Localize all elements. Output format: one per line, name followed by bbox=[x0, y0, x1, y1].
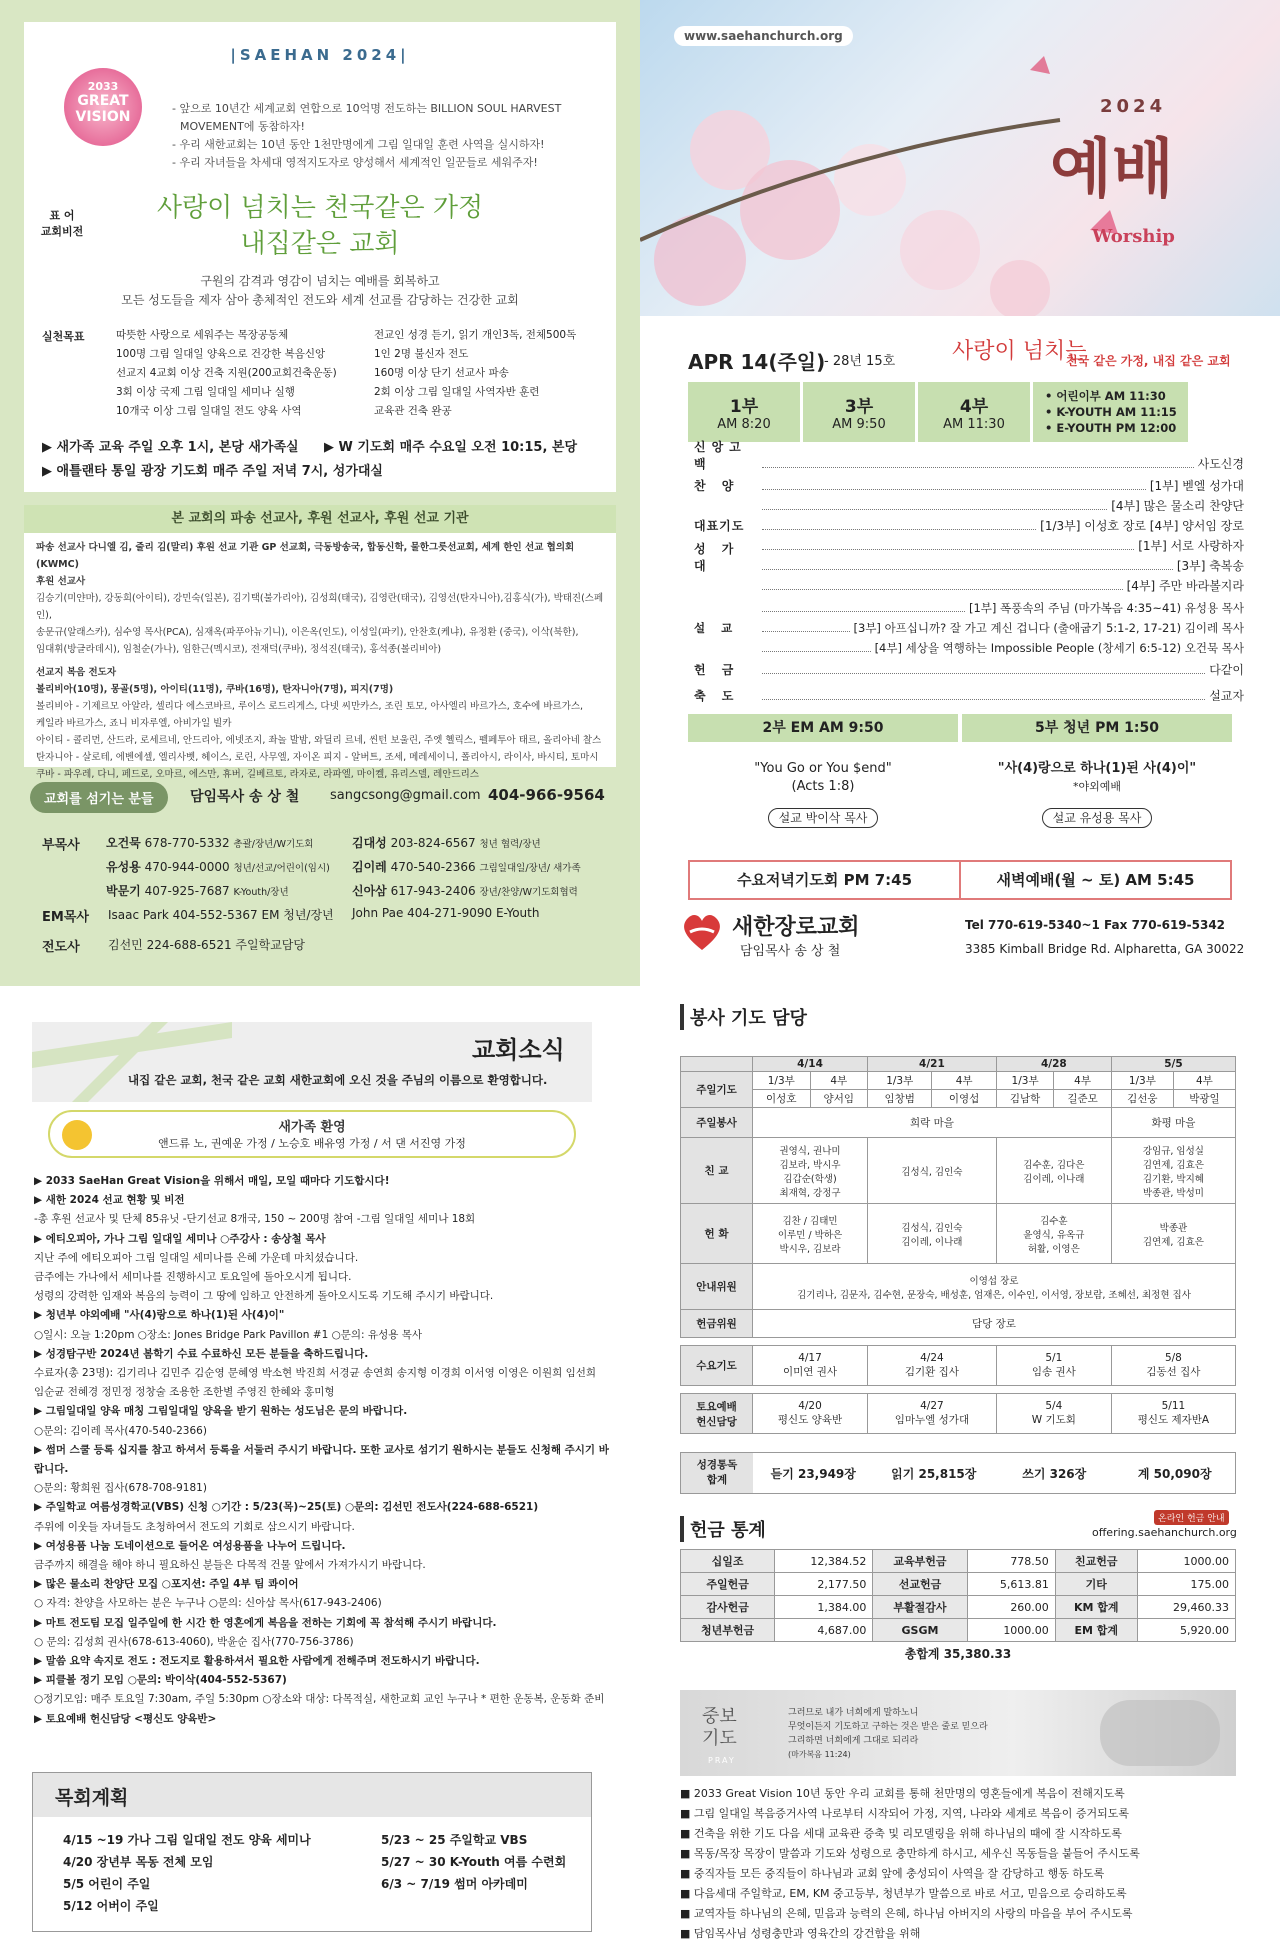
table-cell: 김수훈, 김다은 김이레, 이나래 bbox=[996, 1138, 1111, 1204]
news-header bbox=[32, 1022, 592, 1102]
plan-right bbox=[381, 1829, 566, 1895]
service-date: APR 14(주일) bbox=[688, 350, 826, 374]
table-cell: 4/27 임마누엘 성가대 bbox=[868, 1394, 997, 1434]
plan-item: 5/5 어린이 주일 bbox=[63, 1877, 151, 1891]
issue-number: - 28년 15호 bbox=[824, 354, 896, 369]
meeting-3: ▶ 애틀랜타 통일 광장 기도회 매주 주일 저녁 7시, 성가대실 bbox=[42, 464, 383, 479]
vision-panel bbox=[0, 0, 640, 986]
young-sermon-note: *야외예배 bbox=[1072, 780, 1121, 793]
goal-item: 3회 이상 국제 그림 일대일 세미나 실행 bbox=[116, 386, 295, 398]
table-cell: 이영섭 장로 김기리나, 김문자, 김수현, 문장숙, 배성훈, 엄재은, 이수인, 이서영, 장보람, 조혜선, 최정현 집사 bbox=[753, 1264, 1236, 1310]
table-cell: 260.00 bbox=[967, 1596, 1055, 1619]
hero-year: 2024 bbox=[1100, 96, 1167, 117]
table-cell: 1/3부 bbox=[753, 1072, 811, 1090]
bible-write: 쓰기 326장 bbox=[1022, 1466, 1087, 1481]
row-label: 주일기도 bbox=[681, 1072, 753, 1108]
duty-title: 봉사 기도 담당 bbox=[680, 1004, 807, 1030]
mission-line: 임대휘(방글라데시), 임철순(가나), 임한근(멕시코), 전재덕(쿠바), 정석진(태국), 홍석종(볼리비아) bbox=[36, 644, 442, 655]
news-item: ▶ 그림일대일 양육 매칭 그림일대일 양육을 받기 원하는 성도님은 문의 바랍니다. bbox=[34, 1405, 408, 1418]
staff-row: 박문기 407-925-7687 K-Youth/장년 bbox=[106, 884, 289, 898]
news-item: ▶ 썸머 스쿨 등록 십지를 참고 하셔서 등록을 서둘러 주시기 바랍니다. 또한 교사로 섬기기 원하시는 분들도 신청해 주시기 바랍니다. bbox=[34, 1443, 609, 1476]
news-item: ○정기모임: 매주 토요일 7:30am, 주일 5:30pm ○장소와 대상: 다목적실, 새한교회 교인 누구나 * 편한 운동복, 운동화 준비 bbox=[34, 1693, 605, 1706]
service-side: • 어린이부 AM 11:30 • K-YOUTH AM 11:15 • E-YOUTH PM 12:00 bbox=[1033, 382, 1188, 442]
church-name: 새한장로교회 bbox=[732, 915, 860, 940]
goal-item: 교육관 건축 완공 bbox=[374, 405, 452, 417]
plan-title: 목회계획 bbox=[55, 1787, 129, 1809]
row-label: 친 교 bbox=[681, 1138, 753, 1204]
duty-date: 4/21 bbox=[868, 1057, 997, 1072]
table-cell bbox=[681, 1386, 1236, 1394]
staff-row: 김이레 470-540-2366 그림일대일/장년/ 새가족 bbox=[352, 860, 581, 874]
mission-list bbox=[24, 533, 616, 789]
table-cell: 4부 bbox=[1173, 1072, 1235, 1090]
duty-date: 5/5 bbox=[1111, 1057, 1235, 1072]
finance-total: 총합계 35,380.33 bbox=[904, 1647, 1012, 1661]
table-cell: 5/4 W 기도회 bbox=[996, 1394, 1111, 1434]
prayer-item: ■ 그림 일대일 복음증거사역 나로부터 시작되어 가정, 지역, 나라와 세계로 복음이 증거되도록 bbox=[680, 1807, 1130, 1820]
table-row bbox=[681, 1264, 1236, 1310]
online-giving-badge[interactable]: 온라인 헌금 안내 bbox=[1154, 1510, 1229, 1525]
vision-line: - 우리 새한교회는 10년 동안 1천만명에게 그림 일대일 훈련 사역을 실시하자! bbox=[172, 138, 545, 151]
pastor-email[interactable]: sangcsong@gmail.com bbox=[330, 788, 481, 803]
prayer-item: ■ 중직자들 모든 중직들이 하나님과 교회 앞에 충성되이 사역을 잘 감당하고 행동 하도록 bbox=[680, 1867, 1105, 1880]
row-label: 헌금위원 bbox=[681, 1310, 753, 1338]
order-row: [4부] 많은 물소리 찬양단 bbox=[694, 496, 1244, 514]
news-item: 금주에는 가나에서 세미나를 진행하시고 토요일에 돌아오시게 됩니다. bbox=[34, 1271, 352, 1284]
news-item: ○문의: 황희원 집사(678-708-9181) bbox=[34, 1482, 207, 1495]
table-cell: 감사헌금 bbox=[681, 1596, 775, 1619]
table-cell: 김남학 bbox=[996, 1090, 1054, 1108]
goal-item: 따뜻한 사랑으로 세워주는 목장공동체 bbox=[116, 329, 289, 341]
bible-read: 읽기 25,815장 bbox=[891, 1466, 977, 1481]
table-row bbox=[681, 1310, 1236, 1338]
table-row bbox=[681, 1642, 1236, 1666]
sermon-row: [1부] 폭풍속의 주님 (마가복음 4:35~41) 유성용 목사 bbox=[694, 598, 1244, 616]
young-preacher: 설교 유성용 목사 bbox=[1042, 808, 1153, 828]
mission-line: 아이티 - 콜리먼, 산드라, 로세르네, 안드리아, 에넷조지, 좌놀 발밤, 와딜리 르네, 씬턴 보울린, 주엣 헬릭스, 펠페투아 태르, 올리아네 찰스 bbox=[36, 735, 602, 746]
mission-line: 송문규(알래스카), 심수영 목사(PCA), 심재옥(파푸아뉴기니), 이은옥(인도), 이성일(파키), 안찬호(케냐), 유정환 (중국), 이삭(북한), bbox=[36, 627, 579, 638]
website-url[interactable]: www.saehanchurch.org bbox=[674, 26, 853, 46]
smile-icon bbox=[62, 1120, 92, 1150]
table-cell: 길준모 bbox=[1054, 1090, 1112, 1108]
row-label: 토요예배 헌신담당 bbox=[681, 1394, 753, 1434]
table-row bbox=[681, 1394, 1236, 1434]
dawn-service: 새벽예배(월 ~ 토) AM 5:45 bbox=[996, 871, 1195, 889]
table-row bbox=[681, 1573, 1236, 1596]
badge-great: GREAT bbox=[77, 93, 129, 109]
goal-item: 10개국 이상 그림 일대일 전도 양육 사역 bbox=[116, 405, 302, 417]
em-preacher: 설교 박이삭 목사 bbox=[768, 808, 879, 828]
table-cell: 5/1 임송 권사 bbox=[996, 1346, 1111, 1386]
goal-item: 전교인 성경 듣기, 읽기 개인3독, 전체500독 bbox=[374, 329, 577, 341]
finance-table bbox=[680, 1549, 1236, 1665]
pray-verse: 그러므로 내가 너희에게 말하노니 무엇이든지 기도하고 구하는 것은 받은 줄로 믿으라 그리하면 너희에게 그대로 되리라 (마가복음 11:24) bbox=[788, 1708, 988, 1759]
news-item: ○ 문의: 김성희 권사(678-613-4060), 박윤순 집사(770-756-3786) bbox=[34, 1635, 354, 1648]
new-family-names: 앤드류 노, 권예운 가정 / 노승호 배유영 가정 / 서 댄 서진영 가정 bbox=[158, 1137, 466, 1150]
church-tel: Tel 770-619-5340~1 Fax 770-619-5342 bbox=[965, 918, 1226, 932]
table-cell: 권영식, 권나미 김보라, 박시우 김갑순(학생) 최재혁, 강정구 bbox=[753, 1138, 868, 1204]
hero-title-en: Worship bbox=[1092, 226, 1175, 247]
vision-lines bbox=[172, 100, 561, 172]
table-cell: 주일헌금 bbox=[681, 1573, 775, 1596]
table-cell: 5,920.00 bbox=[1137, 1619, 1235, 1642]
church-pastor: 담임목사 송 상 철 bbox=[740, 944, 841, 959]
table-cell: 김수훈 윤영식, 유옥규 허활, 이영은 bbox=[996, 1204, 1111, 1264]
table-row bbox=[681, 1596, 1236, 1619]
mission-header: 본 교회의 파송 선교사, 후원 선교사, 후원 선교 기관 bbox=[24, 505, 616, 533]
table-cell: KM 합계 bbox=[1055, 1596, 1137, 1619]
vision-badge bbox=[64, 68, 142, 146]
duty-date: 4/14 bbox=[753, 1057, 868, 1072]
assoc-label: 부목사 bbox=[42, 838, 80, 853]
em-pastor-1: Isaac Park 404-552-5367 EM 청년/장년 bbox=[108, 908, 334, 922]
plan-item: 5/23 ~ 25 주일학교 VBS bbox=[381, 1833, 528, 1847]
table-cell: 친교헌금 bbox=[1055, 1550, 1137, 1573]
table-cell: 4부 bbox=[932, 1072, 996, 1090]
wed-prayer: 수요저녁기도회 PM 7:45 bbox=[690, 862, 961, 898]
pastor-phone[interactable]: 404-966-9564 bbox=[488, 786, 605, 804]
service-1: 1부 AM 8:20 bbox=[688, 382, 800, 442]
table-cell: 12,384.52 bbox=[775, 1550, 873, 1573]
goals-label: 실천목표 bbox=[42, 330, 85, 343]
table-cell: 1,384.00 bbox=[775, 1596, 873, 1619]
table-cell: 화평 마을 bbox=[1111, 1108, 1235, 1138]
table-cell: 양서임 bbox=[810, 1090, 868, 1108]
table-cell: 4부 bbox=[810, 1072, 868, 1090]
prayer-item: ■ 2033 Great Vision 10년 동안 우리 교회를 통해 천만명의 영혼들에게 복음이 전해지도록 bbox=[680, 1787, 1125, 1800]
motto bbox=[24, 190, 616, 262]
evangelist: 김선민 224-688-6521 주일학교담당 bbox=[108, 938, 305, 952]
goals-left bbox=[116, 326, 376, 421]
desc-line: 모든 성도들을 제자 삼아 총체적인 전도와 세계 선교를 감당하는 건강한 교회 bbox=[121, 293, 519, 307]
hero-image bbox=[640, 0, 1280, 316]
finance-title: 헌금 통계 bbox=[680, 1516, 766, 1542]
order-row: [1부] 서로 사랑하자 bbox=[694, 536, 1244, 554]
servants-label: 교회를 섬기는 분들 bbox=[30, 782, 168, 813]
order-row: 찬 양 [1부] 벧엘 성가대 bbox=[694, 479, 1244, 493]
duty-panel bbox=[640, 986, 1280, 1941]
bible-label: 성경통독 합계 bbox=[681, 1453, 753, 1493]
young-sermon-title: "사(4)랑으로 하나(1)된 사(4)이" bbox=[997, 761, 1197, 776]
table-cell: 5/11 평신도 제자반A bbox=[1111, 1394, 1235, 1434]
plan-item: 6/3 ~ 7/19 썸머 아카데미 bbox=[381, 1877, 528, 1891]
weekday-services bbox=[688, 860, 1232, 900]
row-label: 헌 화 bbox=[681, 1204, 753, 1264]
badge-year: 2033 bbox=[87, 80, 119, 93]
table-cell: 강임규, 임성실 김연제, 김효은 김기환, 박지혜 박종관, 박성미 bbox=[1111, 1138, 1235, 1204]
table-cell: 5/8 김동선 집사 bbox=[1111, 1346, 1235, 1386]
pastor-line: 담임목사 송 상 철 bbox=[190, 789, 300, 805]
table-cell: 박종관 김연제, 김효은 bbox=[1111, 1204, 1235, 1264]
news-title: 교회소식 bbox=[472, 1036, 565, 1064]
goal-item: 선교지 4교회 이상 건축 지원(200교회건축운동) bbox=[116, 367, 337, 379]
prayer-list bbox=[680, 1784, 1240, 1941]
hero-title: 예배 bbox=[1050, 132, 1174, 207]
row-label: 수요기도 bbox=[681, 1346, 753, 1386]
mission-line: 후원 선교사 bbox=[36, 576, 86, 587]
table-cell: 김선웅 bbox=[1111, 1090, 1173, 1108]
vision-card bbox=[24, 22, 616, 492]
service-3: 3부 AM 9:50 bbox=[803, 382, 915, 442]
table-cell: 1/3부 bbox=[1111, 1072, 1173, 1090]
table-cell: 김성식, 김인숙 김이레, 이나래 bbox=[868, 1204, 997, 1264]
plan-box bbox=[32, 1772, 592, 1932]
badge-vision: VISION bbox=[75, 109, 131, 125]
table-cell: 29,460.33 bbox=[1137, 1596, 1235, 1619]
table-cell: 박광일 bbox=[1173, 1090, 1235, 1108]
mission-line: 케일라 바르가스, 죠니 비자루엘, 아비가일 빌카 bbox=[36, 718, 232, 729]
news-item: ○문의: 김이레 목사(470-540-2366) bbox=[34, 1424, 207, 1437]
staff-row: 유성용 470-944-0000 청년/선교/어린이(임시) bbox=[106, 860, 330, 874]
duty-table bbox=[680, 1056, 1236, 1434]
table-cell: 175.00 bbox=[1137, 1573, 1235, 1596]
vision-line: - 우리 자녀들을 차세대 영적지도자로 양성해서 세계적인 일꾼들로 세워주자! bbox=[172, 156, 538, 169]
news-item: 수료자(총 23명): 김기리나 김민주 김순영 문혜영 박소현 박진희 서경균 송연희 송지형 이경희 이서영 이영은 이원희 임선희 bbox=[34, 1367, 597, 1380]
goal-item: 1인 2명 불신자 전도 bbox=[374, 348, 469, 360]
news-item: 지난 주에 에티오피아 그림 일대일 세미나를 은혜 가운데 마치셨습니다. bbox=[34, 1251, 359, 1264]
order-row: 신앙고백 사도신경 bbox=[694, 440, 1244, 471]
prayer-item: ■ 다음세대 주일학교, EM, KM 중고등부, 청년부가 말씀으로 바로 서고, 믿음으로 승리하도록 bbox=[680, 1887, 1127, 1900]
table-cell: 5,613.81 bbox=[967, 1573, 1055, 1596]
brand-title: |SAEHAN 2024| bbox=[230, 46, 410, 64]
table-cell: 선교헌금 bbox=[873, 1573, 967, 1596]
vision-desc bbox=[24, 272, 616, 310]
mission-line: 파송 선교사 다니엘 김, 줄리 김(말리) 후원 선교 기관 GP 선교회, 극동방송국, 합동신학, 물한그릇선교회, 세계 한인 선교 협의회(KWMC) bbox=[36, 542, 575, 570]
desc-line: 구원의 감격과 영감이 넘치는 예배를 회복하고 bbox=[200, 274, 440, 288]
table-cell: 희락 마을 bbox=[753, 1108, 1112, 1138]
table-cell: 4/20 평신도 양육반 bbox=[753, 1394, 868, 1434]
goal-item: 160명 이상 단기 선교사 파송 bbox=[374, 367, 509, 379]
pray-banner bbox=[680, 1690, 1236, 1776]
table-cell: 김성식, 김인숙 bbox=[868, 1138, 997, 1204]
news-item: ▶ 마트 전도팀 모집 일주일에 한 시간 한 영혼에게 복음을 전하는 기회에 꼭 참석해 주시기 바랍니다. bbox=[34, 1616, 497, 1629]
news-item: 주위에 이웃들 자녀들도 초청하여서 전도의 기회로 삼으시기 바랍니다. bbox=[34, 1520, 355, 1533]
worship-panel bbox=[640, 0, 1280, 986]
table-cell: 이영섭 bbox=[932, 1090, 996, 1108]
news-item: -총 후원 선교사 및 단체 85유닛 -단기선교 8개국, 150 ~ 200명 참여 -그림 일대일 세미나 18회 bbox=[34, 1213, 476, 1226]
duty-date: 4/28 bbox=[996, 1057, 1111, 1072]
news-item: ▶ 청년부 야외예배 "사(4)랑으로 하나(1)된 사(4)이" bbox=[34, 1309, 285, 1322]
order-row: 성 가 대 [3부] 축복송 bbox=[694, 542, 1244, 573]
table-row bbox=[681, 1072, 1236, 1090]
prayer-item: ■ 목동/목장 목장이 말씀과 기도와 성령으로 충만하게 하시고, 세우신 목동들을 붙들어 주시도록 bbox=[680, 1847, 1140, 1860]
mission-line: 볼리비아(10명), 몽골(5명), 아이티(11명), 쿠바(16명), 탄자니아(7명), 피지(7명) bbox=[36, 684, 394, 695]
header-ribbon-icon bbox=[32, 1022, 232, 1102]
news-list bbox=[34, 1172, 614, 1729]
plan-item: 5/27 ~ 30 K-Youth 여름 수련회 bbox=[381, 1855, 567, 1869]
em-label: EM목사 bbox=[42, 910, 89, 925]
table-cell: 4/24 김기환 집사 bbox=[868, 1346, 997, 1386]
motto-line: 내집같은 교회 bbox=[240, 229, 400, 259]
goal-item: 100명 그림 일대일 양육으로 건강한 복음신앙 bbox=[116, 348, 326, 360]
meeting-2: ▶ W 기도회 매주 수요일 오전 10:15, 본당 bbox=[324, 440, 578, 455]
table-cell: 청년부헌금 bbox=[681, 1619, 775, 1642]
prayer-item: ■ 교역자들 하나님의 은혜, 믿음과 능력의 은혜, 하나님 아버지의 사랑의 마음을 부어 주시도록 bbox=[680, 1907, 1133, 1920]
news-item: ▶ 많은 물소리 찬양단 모집 ○포지션: 주일 4부 팀 콰이어 bbox=[34, 1578, 299, 1591]
mission-section bbox=[24, 505, 616, 780]
motto-red: 사랑이 넘치는 bbox=[952, 339, 1087, 364]
young-service bbox=[962, 760, 1232, 828]
new-family-title: 새가족 환영 bbox=[278, 1120, 346, 1135]
order-row: 축 도 설교자 bbox=[694, 689, 1244, 703]
new-family-box bbox=[48, 1110, 576, 1158]
mission-line: 쿠바 - 파우레, 다니, 페드로, 오마르, 에스만, 휴버, 길베르토, 라자로, 라파엘, 마이켈, 유리스델, 레안드리스 bbox=[36, 769, 479, 780]
pray-en: PRAY bbox=[708, 1756, 736, 1765]
table-row bbox=[681, 1386, 1236, 1394]
em-pastor-2: John Pae 404-271-9090 E-Youth bbox=[352, 906, 540, 920]
news-item: ▶ 성경탐구반 2024년 봄학기 수료 수료하신 모든 분들을 축하드립니다. bbox=[34, 1347, 369, 1360]
news-item: ▶ 토요예배 헌신담당 <평신도 양육반> bbox=[34, 1712, 217, 1725]
table-row bbox=[681, 1619, 1236, 1642]
table-cell: 1000.00 bbox=[1137, 1550, 1235, 1573]
goal-item: 2회 이상 그림 일대일 사역자반 훈련 bbox=[374, 386, 540, 398]
news-item: ▶ 말씀 요약 속지로 전도 : 전도지로 활용하셔서 필요한 사람에게 전해주며 전도하시기 바랍니다. bbox=[34, 1655, 480, 1668]
assoc-right bbox=[352, 832, 581, 904]
news-item: 금주까지 해결을 해야 하니 필요하신 분들은 다목적 건물 앞에서 가져가시기 바랍니다. bbox=[34, 1559, 426, 1572]
table-cell: 1000.00 bbox=[967, 1619, 1055, 1642]
table-cell: 4,687.00 bbox=[775, 1619, 873, 1642]
plan-item: 5/12 어버이 주일 bbox=[63, 1899, 159, 1913]
welcome-line: 내집 같은 교회, 천국 같은 교회 새한교회에 오신 것을 주님의 이름으로 환영합니다. bbox=[128, 1073, 548, 1087]
table-cell: 부활절감사 bbox=[873, 1596, 967, 1619]
table-cell: 십일조 bbox=[681, 1550, 775, 1573]
motto-line: 사랑이 넘치는 천국같은 가정 bbox=[156, 193, 484, 223]
evang-label: 전도사 bbox=[42, 940, 80, 955]
row-label: 안내위원 bbox=[681, 1264, 753, 1310]
table-cell: 임창범 bbox=[868, 1090, 932, 1108]
service-4: 4부 AM 11:30 bbox=[918, 382, 1030, 442]
news-item: 임순균 전혜경 정민정 정창술 조용한 조한별 주영진 한혜와 홍미형 bbox=[34, 1386, 335, 1399]
sermon-row: [4부] 세상을 역행하는 Impossible People (창세기 6:5-12) 오건묵 목사 bbox=[694, 638, 1244, 656]
table-row bbox=[681, 1138, 1236, 1204]
order-row: 헌 금 다같이 bbox=[694, 663, 1244, 677]
table-row bbox=[681, 1108, 1236, 1138]
row-label: 주일봉사 bbox=[681, 1108, 753, 1138]
mission-line: 김승기(미얀마), 강동희(아이티), 강민숙(일본), 김기택(불가리아), 김성희(태국), 김영란(태국), 김영선(탄자니아),김홍식(가), 박태진(스페인), bbox=[36, 593, 604, 621]
motto-label: 표 어 bbox=[49, 209, 75, 222]
table-cell: EM 합계 bbox=[1055, 1619, 1137, 1642]
vision-label: 교회비전 bbox=[40, 225, 84, 238]
table-cell: 4부 bbox=[1054, 1072, 1112, 1090]
young-service-header: 5부 청년 PM 1:50 bbox=[962, 714, 1232, 742]
goals-right bbox=[374, 326, 614, 421]
church-logo-icon bbox=[680, 912, 724, 952]
plan-left bbox=[63, 1829, 311, 1917]
motto-red-2: 천국 같은 가정, 내집 같은 교회 bbox=[1066, 354, 1231, 368]
vision-line: MOVEMENT에 동참하자! bbox=[180, 120, 305, 133]
news-item: ▶ 여성용품 나눔 도네이션으로 들어온 여성용품을 나누어 드립니다. bbox=[34, 1539, 346, 1552]
table-row bbox=[681, 1090, 1236, 1108]
order-row: [4부] 주만 바라볼지라 bbox=[694, 576, 1244, 594]
em-service-header: 2부 EM AM 9:50 bbox=[688, 714, 958, 742]
mission-line: 선교지 복음 전도자 bbox=[36, 667, 117, 678]
news-item: ▶ 피클볼 정기 모임 ○문의: 박이삭(404-552-5367) bbox=[34, 1674, 287, 1687]
table-cell: 1/3부 bbox=[868, 1072, 932, 1090]
news-panel bbox=[0, 986, 640, 1941]
em-service bbox=[688, 760, 958, 828]
staff-row: 김대성 203-824-6567 청년 협력/장년 bbox=[352, 836, 541, 850]
table-row bbox=[681, 1338, 1236, 1346]
news-item: ○ 자격: 찬양을 사모하는 분은 누구나 ○문의: 신아삼 목사(617-943-2406) bbox=[34, 1597, 382, 1610]
news-item: ▶ 새한 2024 선교 현황 및 비전 bbox=[34, 1194, 185, 1207]
table-cell: 김찬 / 김태민 이루민 / 박하은 박시우, 김보라 bbox=[753, 1204, 868, 1264]
order-row: 대표기도 [1/3부] 이성호 장로 [4부] 양서임 장로 bbox=[694, 519, 1244, 533]
servants-row bbox=[30, 782, 168, 813]
table-row bbox=[681, 1346, 1236, 1386]
table-row bbox=[681, 1550, 1236, 1573]
bible-total: 계 50,090장 bbox=[1137, 1466, 1212, 1481]
news-item: 성령의 강력한 임재와 복음의 능력이 그 땅에 임하고 안전하게 돌아오시도록 기도해 주시기 바랍니다. bbox=[34, 1290, 494, 1303]
table-cell: 이성호 bbox=[753, 1090, 811, 1108]
mission-line: 탄자니아 - 살로테, 에벤에셀, 엘리사벳, 헤이스, 로린, 사무엘, 자이온 피지 - 알버트, 조세, 메레세이니, 폴리아시, 라이사, 바시티, 토마시 bbox=[36, 752, 599, 763]
news-item: ○일시: 오늘 1:20pm ○장소: Jones Bridge Park Pavillon #1 ○문의: 유성용 목사 bbox=[34, 1328, 422, 1341]
em-sermon-ref: (Acts 1:8) bbox=[791, 779, 855, 794]
news-item: ▶ 주일학교 여름성경학교(VBS) 신청 ○기간 : 5/23(목)~25(토) ○문의: 김선민 전도사(224-688-6521) bbox=[34, 1501, 539, 1514]
table-cell: 4/17 이미연 권사 bbox=[753, 1346, 868, 1386]
prayer-item: ■ 담임목사님 성령충만과 영육간의 강건함을 위해 bbox=[680, 1927, 921, 1940]
praying-hands-icon bbox=[1100, 1700, 1220, 1766]
church-address: 3385 Kimball Bridge Rd. Alpharetta, GA 30022 bbox=[965, 942, 1245, 956]
table-cell: 2,177.50 bbox=[775, 1573, 873, 1596]
table-cell: 기타 bbox=[1055, 1573, 1137, 1596]
table-cell: 교육부헌금 bbox=[873, 1550, 967, 1573]
sermon-row: 설 교 [3부] 아프십니까? 잘 가고 계신 겁니다 (출애굽기 5:1-2, 17-21) 김이레 목사 bbox=[694, 621, 1244, 635]
bible-listen: 듣기 23,949장 bbox=[770, 1466, 856, 1481]
mission-line: 볼리비아 - 기제르모 아알라, 셀리다 에스코바르, 루이스 로드리게스, 다넷 씨만카스, 조린 토모, 아사엘리 바르가스, 호수에 바르가스, bbox=[36, 701, 584, 712]
online-giving-url[interactable]: offering.saehanchurch.org bbox=[1092, 1526, 1237, 1539]
table-row bbox=[681, 1204, 1236, 1264]
table-cell: GSGM bbox=[873, 1619, 967, 1642]
table-cell: 778.50 bbox=[967, 1550, 1055, 1573]
table-cell: 1/3부 bbox=[996, 1072, 1054, 1090]
staff-row: 오건묵 678-770-5332 총괄/장년/W기도회 bbox=[106, 836, 314, 850]
plan-item: 4/20 장년부 목동 전체 모임 bbox=[63, 1855, 214, 1869]
plan-item: 4/15 ~19 가나 그림 일대일 전도 양육 세미나 bbox=[63, 1833, 311, 1847]
bible-reading bbox=[680, 1452, 1236, 1494]
pray-title: 중보 기도 bbox=[702, 1706, 737, 1749]
table-row bbox=[681, 1057, 1236, 1072]
vision-line: - 앞으로 10년간 세계교회 연합으로 10억명 전도하는 BILLION SOUL HARVEST bbox=[172, 102, 562, 115]
table-cell bbox=[681, 1057, 753, 1072]
news-item: ▶ 2033 SaeHan Great Vision을 위해서 매일, 모일 때마다 기도합시다! bbox=[34, 1175, 390, 1187]
staff-row: 신아삼 617-943-2406 장년/찬양/W기도회협력 bbox=[352, 884, 578, 898]
prayer-item: ■ 건축을 위한 기도 다음 세대 교육관 증축 및 리모델링을 위해 하나님의 때에 잘 시작하도록 bbox=[680, 1827, 1122, 1840]
news-item: ▶ 에티오피아, 가나 그림 일대일 세미나 ○주강사 : 송상철 목사 bbox=[34, 1232, 326, 1245]
assoc-left bbox=[106, 832, 330, 904]
table-cell bbox=[681, 1338, 1236, 1346]
em-sermon-title: "You Go or You $end" bbox=[754, 761, 892, 776]
meeting-1: ▶ 새가족 교육 주일 오후 1시, 본당 새가족실 bbox=[42, 440, 299, 455]
table-cell: 담당 장로 bbox=[753, 1310, 1236, 1338]
blossom-illustration bbox=[640, 0, 1280, 316]
